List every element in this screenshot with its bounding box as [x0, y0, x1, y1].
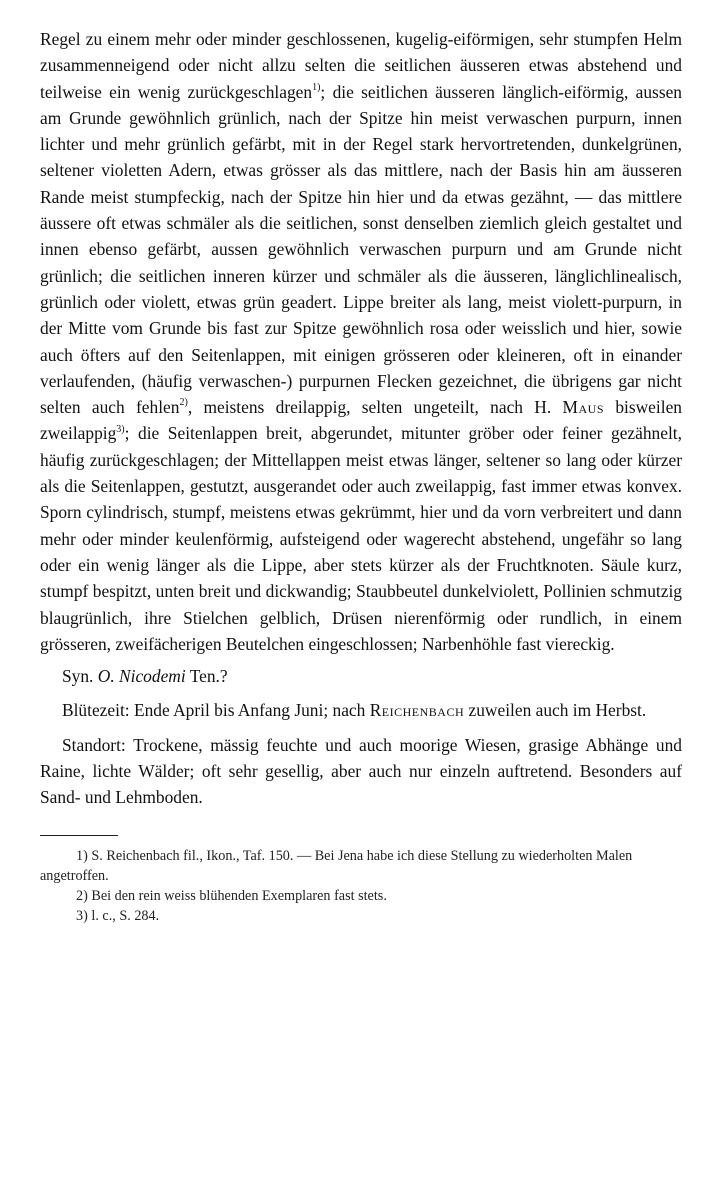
paragraph-text: Regel zu einem mehr oder minder geschlossenen, kugelig-eiförmigen, sehr stumpfen Helm zusammenneigend oder nicht allzu selten die seitlichen äusseren etwas abstehend und teilweise ein wenig zurückgeschlagen [40, 29, 682, 102]
paragraph-text: ; die Seitenlappen breit, abgerundet, mitunter gröber oder feiner gezähnelt, häufig zurückgeschlagen; der Mittellappen meist etwas länger, seltener so lang oder kürzer als die Seitenlappen, gestutzt, ausgerandet oder auch zweilappig, fast immer etwas konvex. Sporn cylindrisch, stumpf, meistens etwas gekrümmt, hier und da vorn verbreitert und dann mehr oder minder keulenförmig, aufsteigend oder wagerecht abstehend, ungefähr so lang oder ein wenig länger als die Lippe, aber stets kürzer als der Fruchtknoten. Säule kurz, stumpf bespitzt, unten breit und dickwandig; Staubbeutel dunkelviolett, Pollinien schmutzig blaugrünlich, ihre Stielchen gelblich, Drüsen nierenförmig oder rundlich, in einem grösseren, zweifächerigen Beutelchen eingeschlossen; Narbenhöhle fast viereckig. [40, 423, 682, 654]
author-name: Maus [562, 397, 605, 418]
bluetezeit-text: zuweilen auch im Herbst. [468, 700, 647, 721]
footnote-3 [40, 906, 682, 926]
footnote-marker: 2) [76, 887, 88, 904]
page-content [40, 26, 682, 926]
synonym-line [40, 663, 682, 689]
standort-paragraph [40, 732, 682, 811]
standort-label: Standort: [62, 734, 126, 755]
footnote-ref-3: 3) [116, 423, 125, 435]
footnote-1 [40, 846, 682, 886]
footnote-marker: 3) [76, 907, 88, 924]
footnote-text: S. Reichenbach fil., Ikon., Taf. 150. — Bei Jena habe ich diese Stellung zu wiederholten Malen angetroffen. [40, 847, 633, 884]
footnote-2 [40, 886, 682, 906]
bluetezeit-label: Blütezeit: [62, 700, 130, 721]
synonym-name: O. Nicodemi [97, 666, 186, 687]
description-paragraph [40, 26, 682, 657]
paragraph-text: , meistens dreilappig, selten ungeteilt, nach H. [187, 397, 552, 418]
author-name: Reichenbach [369, 700, 465, 721]
paragraph-text: ; die seitlichen äusseren länglich-eiförmig, aussen am Grunde gewöhnlich grünlich, nach der Spitze hin meist verwaschen purpurn, innen lichter und mehr grünlich gefärbt, mit in der Regel stark hervortretenden, dunkelgrünen, seltener violetten Adern, etwas grösser als das mittlere, nach der Basis hin am äusseren Rande meist stumpfeckig, nach der Spitze hin hier und da etwas gezähnt, — das mittlere äussere oft etwas schmäler als die seitlichen, sonst denselben ziemlich gleich gestaltet und innen ebenso gefärbt, aussen gewöhnlich verwaschen purpurn und am Grunde nicht grünlich; die seitlichen inneren kürzer und schmäler als die äusseren, länglichlinealisch, grünlich oder violett, etwas grün geadert. Lippe breiter als lang, meist violett-purpurn, in der Mitte vom Grunde bis fast zur Spitze gewöhnlich rosa oder weisslich und hier, sowie auch öfters auf den Seitenlappen, mit einigen grösseren oder kleineren, oft in einander verlaufenden, (häufig verwaschen-) purpurnen Flecken gezeichnet, die übrigens gar nicht selten auch fehlen [40, 81, 682, 418]
bluetezeit-paragraph [40, 697, 682, 723]
synonym-author: Ten.? [189, 666, 228, 687]
paragraph-text: bisweilen zweilappig [40, 397, 682, 444]
footnote-text: l. c., S. 284. [91, 907, 160, 924]
synonym-label: Syn. [62, 666, 94, 687]
footnote-ref-1: 1) [312, 81, 321, 93]
footnote-divider [40, 835, 118, 836]
standort-text: Trockene, mässig feuchte und auch moorige Wiesen, grasige Abhänge und Raine, lichte Wälder; oft sehr gesellig, aber auch nur einzeln auftretend. Besonders auf Sand- und Lehmboden. [40, 734, 682, 808]
footnote-text: Bei den rein weiss blühenden Exemplaren fast stets. [91, 887, 387, 904]
footnote-marker: 1) [76, 847, 88, 864]
footnote-ref-2: 2) [179, 397, 188, 409]
bluetezeit-text: Ende April bis Anfang Juni; nach [133, 700, 366, 721]
